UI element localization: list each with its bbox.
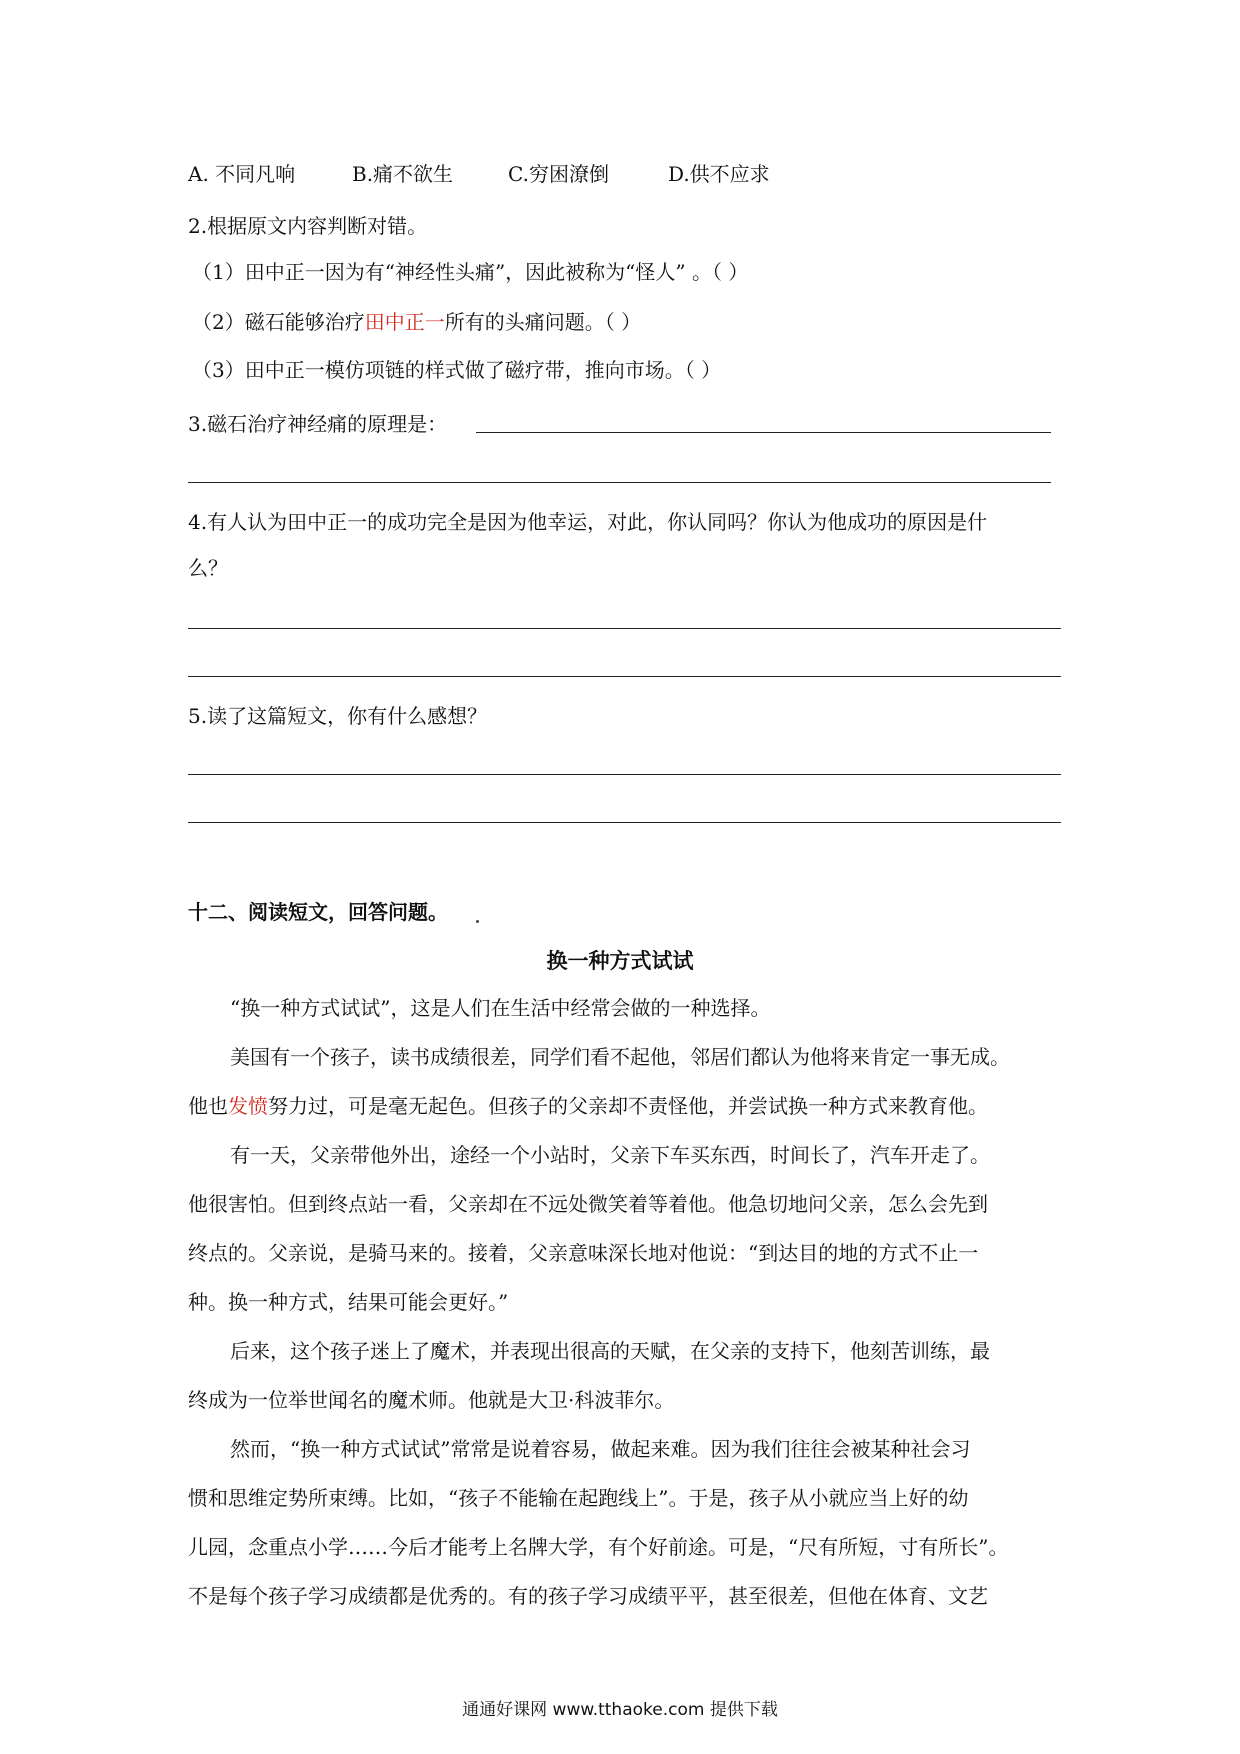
question-3-stem: 3.磁石治疗神经痛的原理是： xyxy=(188,412,448,436)
question-2-item-1: （1）田中正一因为有“神经性头痛”，因此被称为“怪人” 。（ ） xyxy=(192,260,749,284)
passage-paragraph-5-line-3: 儿园，念重点小学……今后才能考上名牌大学，有个好前途。可是，“尺有所短，寸有所长”。 xyxy=(188,1535,1009,1559)
option-a: A. 不同凡响 xyxy=(188,162,296,186)
question-2-item-2 xyxy=(192,308,641,336)
answer-line xyxy=(476,432,1051,433)
passage-paragraph-2-line-1: 美国有一个孩子，读书成绩很差，同学们看不起他，邻居们都认为他将来肯定一事无成。 xyxy=(230,1045,1010,1069)
passage-paragraph-1: “换一种方式试试”，这是人们在生活中经常会做的一种选择。 xyxy=(230,996,771,1020)
passage-paragraph-5-line-4: 不是每个孩子学习成绩都是优秀的。有的孩子学习成绩平平，甚至很差，但他在体育、文艺 xyxy=(188,1584,988,1608)
p2-suffix: 努力过，可是毫无起色。但孩子的父亲却不责怪他，并尝试换一种方式来教育他。 xyxy=(268,1094,988,1118)
question-2-stem: 2.根据原文内容判断对错。 xyxy=(188,214,428,238)
passage-paragraph-5-line-1: 然而，“换一种方式试试”常常是说着容易，做起来难。因为我们往往会被某种社会习 xyxy=(230,1437,971,1461)
p2-prefix: 他也 xyxy=(188,1094,228,1118)
p2-highlight: 发愤 xyxy=(228,1094,268,1118)
question-4-line-1: 4.有人认为田中正一的成功完全是因为他幸运，对此，你认同吗？你认为他成功的原因是什 xyxy=(188,510,988,534)
answer-line xyxy=(188,774,1061,775)
answer-line xyxy=(188,676,1061,677)
page-footer: 通通好课网 www.tthaoke.com 提供下载 xyxy=(462,1700,778,1720)
option-d: D.供不应求 xyxy=(668,162,770,186)
stray-dot xyxy=(476,920,479,923)
answer-line xyxy=(188,628,1061,629)
passage-paragraph-2-line-2 xyxy=(188,1092,1058,1120)
answer-line xyxy=(188,822,1061,823)
passage-paragraph-3-line-3: 终点的。父亲说，是骑马来的。接着，父亲意味深长地对他说：“到达目的地的方式不止一 xyxy=(188,1241,979,1265)
answer-line xyxy=(188,482,1051,483)
passage-paragraph-4-line-1: 后来，这个孩子迷上了魔术，并表现出很高的天赋，在父亲的支持下，他刻苦训练，最 xyxy=(230,1339,990,1363)
passage-paragraph-3-line-4: 种。换一种方式，结果可能会更好。” xyxy=(188,1290,509,1314)
passage-paragraph-5-line-2: 惯和思维定势所束缚。比如，“孩子不能输在起跑线上”。于是，孩子从小就应当上好的幼 xyxy=(188,1486,969,1510)
passage-paragraph-3-line-1: 有一天，父亲带他外出，途经一个小站时，父亲下车买东西，时间长了，汽车开走了。 xyxy=(230,1143,990,1167)
option-c: C.穷困潦倒 xyxy=(508,162,609,186)
item-2-suffix: 所有的头痛问题。（ ） xyxy=(444,310,642,334)
question-4-line-2: 么？ xyxy=(188,556,228,580)
passage-paragraph-3-line-2: 他很害怕。但到终点站一看，父亲却在不远处微笑着等着他。他急切地问父亲，怎么会先到 xyxy=(188,1192,988,1216)
item-2-highlight: 田中正一 xyxy=(364,310,445,334)
passage-paragraph-4-line-2: 终成为一位举世闻名的魔术师。他就是大卫·科波菲尔。 xyxy=(188,1388,675,1412)
item-2-prefix: （2）磁石能够治疗 xyxy=(192,310,365,334)
option-b: B.痛不欲生 xyxy=(352,162,454,186)
section-heading: 十二、阅读短文，回答问题。 xyxy=(188,900,448,924)
passage-title: 换一种方式试试 xyxy=(546,948,694,973)
question-2-item-3: （3）田中正一模仿项链的样式做了磁疗带，推向市场。（ ） xyxy=(192,358,722,382)
question-5-stem: 5.读了这篇短文，你有什么感想？ xyxy=(188,704,488,728)
